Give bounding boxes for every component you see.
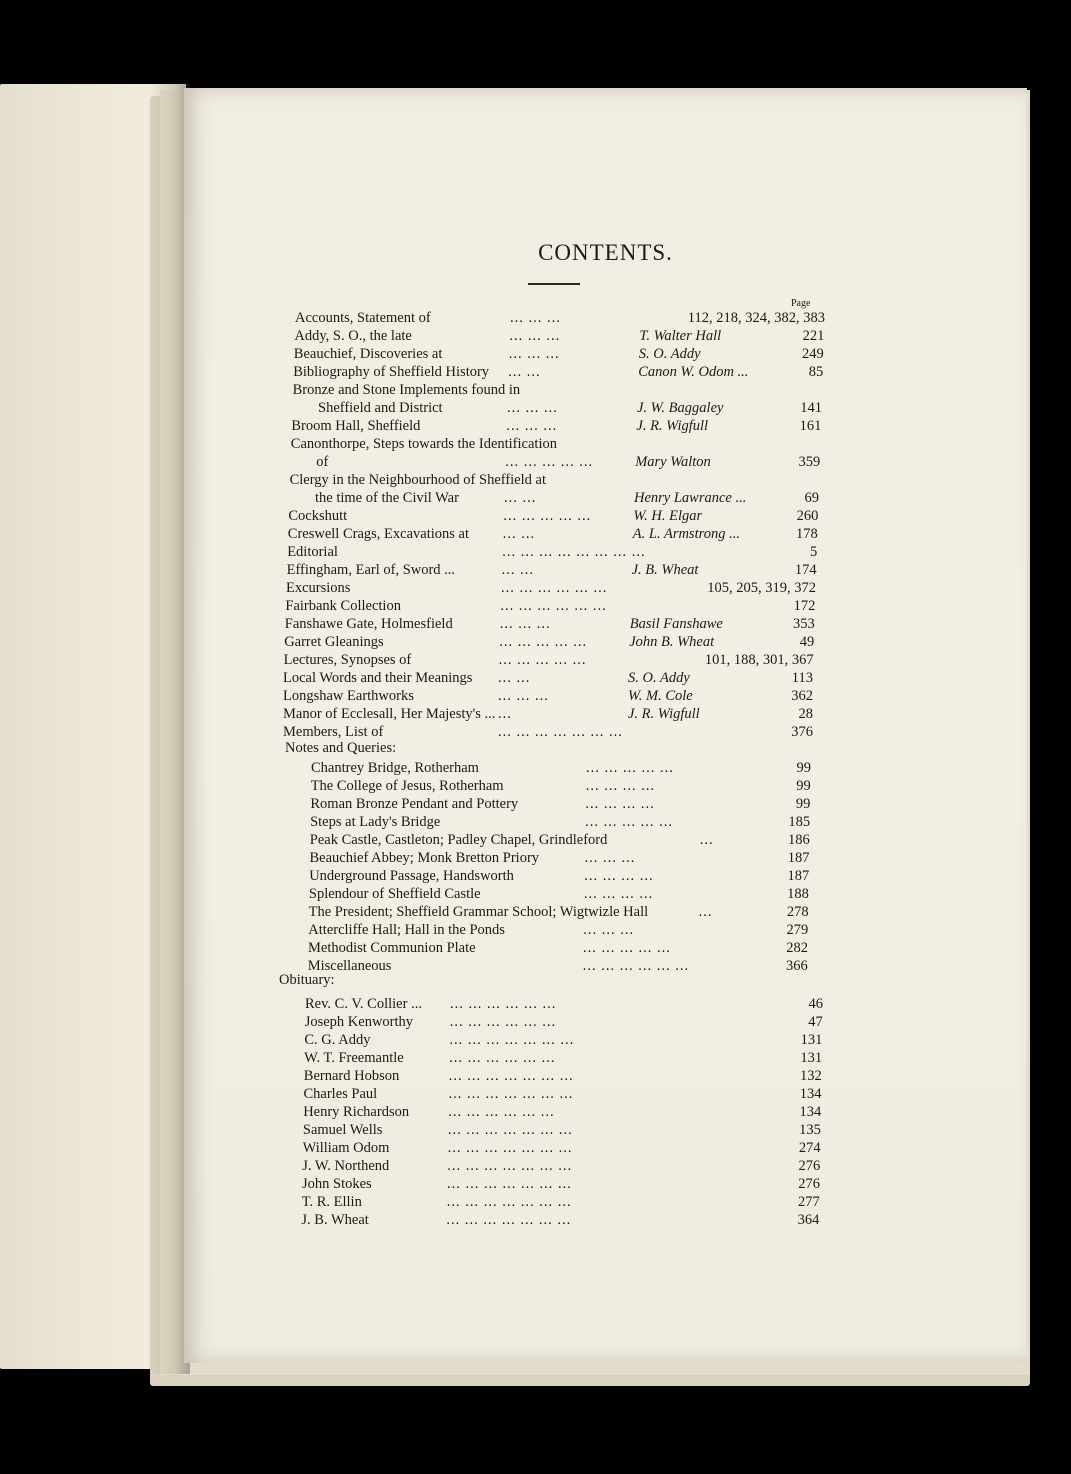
obituary-entry	[303, 1121, 821, 1139]
entry-title: Methodist Communion Plate	[308, 940, 476, 956]
entry-author: John B. Wheat	[629, 634, 715, 650]
entry-author: Basil Fanshawe	[629, 616, 723, 632]
entry-pages: 278	[786, 904, 809, 920]
entry-title: Fairbank Collection	[285, 598, 401, 614]
leader-dots: ... ... ... ... ... ... ...	[447, 1122, 573, 1138]
leader-dots: ... ... ... ...	[584, 868, 654, 884]
entry-pages: 99	[796, 778, 811, 794]
entry-title: Cockshutt	[288, 508, 348, 524]
entry-pages: 141	[800, 400, 822, 416]
leader-dots: ... ... ... ... ... ... ...	[446, 1212, 572, 1228]
leader-dots: ... ... ... ... ...	[583, 940, 671, 956]
entry-author: A. L. Armstrong ...	[632, 526, 740, 542]
entry-pages: 46	[808, 996, 823, 1012]
leader-dots: ... ... ... ...	[585, 796, 655, 812]
contents-page	[184, 88, 1027, 1363]
entry-title: Henry Richardson	[303, 1104, 410, 1120]
leader-dots: ... ...	[498, 670, 531, 686]
entry-author: J. B. Wheat	[631, 562, 699, 578]
notes-entry	[310, 849, 810, 867]
leader-dots: ... ...	[508, 364, 541, 380]
leader-dots: ... ... ...	[583, 922, 635, 938]
entry-pages: 279	[786, 922, 809, 938]
entry-title: Manor of Ecclesall, Her Majesty's ...	[283, 706, 496, 722]
entry-author: W. M. Cole	[628, 688, 693, 704]
page-column-label: Page	[791, 298, 811, 309]
leader-dots: ...	[498, 706, 512, 722]
entry-pages: 161	[799, 418, 822, 434]
leader-dots: ...	[699, 832, 714, 848]
contents-entry	[294, 327, 854, 345]
entry-pages: 172	[793, 598, 816, 614]
leader-dots: ... ... ... ... ... ...	[500, 598, 607, 614]
leader-dots: ... ... ... ... ... ... ...	[448, 1068, 574, 1084]
entry-pages: 178	[796, 526, 818, 542]
notes-entry	[311, 777, 811, 795]
entry-pages: 276	[798, 1158, 821, 1174]
entry-pages: 113	[791, 670, 813, 686]
entry-title: Effingham, Earl of, Sword ...	[286, 562, 456, 578]
entry-title: of	[316, 454, 329, 470]
obituary-entry	[305, 995, 823, 1013]
entry-title: Splendour of Sheffield Castle	[308, 886, 481, 902]
contents-entry	[283, 687, 843, 705]
entry-title: W. T. Freemantle	[304, 1050, 404, 1066]
notes-section-label: Notes and Queries:	[285, 740, 397, 756]
entry-author: Mary Walton	[635, 454, 711, 470]
entry-author: S. O. Addy	[628, 670, 690, 686]
entry-title: the time of the Civil War	[315, 490, 459, 506]
entry-title: T. R. Ellin	[301, 1194, 362, 1210]
contents-entry	[287, 561, 847, 579]
leader-dots: ... ... ... ... ...	[586, 760, 674, 776]
leader-dots: ... ... ... ... ...	[505, 454, 594, 470]
entry-pages: 99	[795, 796, 811, 812]
notes-entry	[310, 795, 810, 813]
entry-pages: 112, 218, 324, 382, 383	[687, 310, 825, 326]
contents-entry	[284, 651, 844, 669]
leader-dots: ... ... ... ... ... ...	[450, 996, 557, 1012]
entry-pages: 188	[787, 886, 809, 902]
entry-title: Beauchief, Discoveries at	[293, 346, 443, 362]
leader-dots: ... ... ...	[508, 346, 560, 362]
obituary-entry	[302, 1175, 820, 1193]
notes-entry	[308, 921, 808, 939]
leader-dots: ... ... ... ... ...	[498, 652, 587, 668]
notes-entry	[308, 957, 808, 975]
entry-pages: 28	[798, 706, 813, 722]
leader-dots: ... ... ... ... ... ... ...	[498, 724, 623, 740]
entry-author: J. R. Wigfull	[628, 706, 700, 722]
obituary-entry	[302, 1157, 820, 1175]
title-underline	[528, 283, 580, 285]
entry-pages: 364	[797, 1212, 820, 1228]
leader-dots: ... ...	[502, 526, 536, 542]
notes-entry	[311, 759, 811, 777]
entry-author: S. O. Addy	[638, 346, 701, 362]
obituary-section-label: Obituary:	[279, 972, 335, 988]
entry-title: Clergy in the Neighbourhood of Sheffield at	[289, 472, 546, 488]
notes-entry	[309, 903, 809, 921]
entry-title: The College of Jesus, Rotherham	[310, 778, 504, 794]
leader-dots: ... ... ... ... ... ...	[449, 1050, 556, 1066]
leader-dots: ... ... ... ... ...	[499, 634, 588, 650]
contents-entry	[316, 453, 876, 471]
entry-pages: 5	[809, 544, 818, 560]
contents-entry	[291, 417, 851, 435]
contents-entry	[288, 507, 848, 525]
leader-dots: ... ...	[504, 490, 537, 506]
leader-dots: ... ... ...	[506, 418, 558, 434]
obituary-entry	[303, 1139, 821, 1157]
entry-pages: 47	[808, 1014, 823, 1030]
leader-dots: ... ... ... ... ... ... ...	[446, 1194, 572, 1210]
leader-dots: ... ... ...	[584, 850, 636, 866]
entry-title: Joseph Kenworthy	[304, 1014, 414, 1030]
contents-entry	[288, 525, 848, 543]
notes-entry	[309, 867, 809, 885]
leader-dots: ... ... ... ... ... ... ...	[447, 1140, 573, 1156]
leader-dots: ... ... ...	[510, 310, 561, 326]
entry-pages: 131	[800, 1050, 823, 1066]
entry-author: Henry Lawrance ...	[634, 490, 747, 506]
entry-title: J. W. Northend	[302, 1158, 390, 1174]
notes-entry	[308, 939, 808, 957]
entry-pages: 277	[797, 1194, 820, 1210]
entry-title: Members, List of	[283, 724, 384, 740]
entry-pages: 85	[808, 364, 824, 380]
leader-dots: ... ... ... ... ... ...	[448, 1104, 555, 1120]
entry-pages: 276	[798, 1176, 820, 1192]
entry-pages: 376	[791, 724, 813, 740]
leader-dots: ... ... ... ... ... ...	[582, 958, 690, 974]
entry-title: Lectures, Synopses of	[283, 652, 412, 668]
entry-title: The President; Sheffield Grammar School; Wigtwizle Hall	[308, 904, 649, 920]
contents-entry	[295, 309, 855, 327]
notes-entry	[309, 885, 809, 903]
entry-title: Charles Paul	[303, 1086, 378, 1102]
entry-pages: 134	[799, 1086, 822, 1102]
entry-pages: 186	[788, 832, 810, 848]
entry-title: John Stokes	[302, 1176, 372, 1192]
entry-title: Peak Castle, Castleton; Padley Chapel, Grindleford	[309, 832, 608, 848]
leader-dots: ... ... ...	[507, 400, 558, 416]
entry-pages: 134	[799, 1104, 822, 1120]
entry-pages: 69	[804, 490, 819, 506]
entry-pages: 359	[798, 454, 821, 470]
entry-title: Garret Gleanings	[284, 634, 384, 650]
entry-title: Bronze and Stone Implements found in	[292, 382, 521, 398]
notes-entry	[310, 813, 810, 831]
leader-dots: ... ... ... ... ...	[503, 508, 592, 524]
leader-dots: ... ... ... ... ...	[585, 814, 673, 830]
entry-pages: 362	[791, 688, 813, 704]
leader-dots: ... ... ... ...	[583, 886, 654, 902]
contents-entry	[283, 705, 843, 723]
entry-title: Miscellaneous	[307, 958, 392, 974]
obituary-entry	[302, 1193, 820, 1211]
entry-pages: 187	[787, 868, 810, 884]
obituary-entry	[304, 1067, 822, 1085]
leader-dots: ... ... ... ... ... ...	[449, 1014, 557, 1030]
entry-author: Canon W. Odom ...	[638, 364, 749, 380]
contents-entry	[293, 381, 853, 399]
entry-title: Steps at Lady's Bridge	[310, 814, 441, 830]
entry-pages: 282	[786, 940, 808, 956]
leader-dots: ... ... ... ... ... ... ...	[447, 1176, 572, 1192]
contents-entry	[315, 489, 875, 507]
contents-entry	[294, 345, 854, 363]
entry-title: Rev. C. V. Collier ...	[305, 996, 422, 1012]
entry-title: Canonthorpe, Steps towards the Identification	[290, 436, 557, 452]
entry-title: Broom Hall, Sheffield	[291, 418, 421, 434]
entry-title: Underground Passage, Handsworth	[309, 868, 514, 884]
notes-entry	[310, 831, 810, 849]
contents-entry	[287, 543, 847, 561]
entry-title: Creswell Crags, Excavations at	[287, 526, 469, 542]
leader-dots: ... ... ... ... ... ... ... ...	[502, 544, 646, 560]
obituary-entry	[304, 1031, 822, 1049]
leader-dots: ...	[698, 904, 713, 920]
obituary-entry	[305, 1013, 823, 1031]
entry-pages: 174	[794, 562, 817, 578]
entry-pages: 221	[802, 328, 825, 344]
entry-title: Longshaw Earthworks	[283, 688, 414, 704]
obituary-entry	[303, 1103, 821, 1121]
entry-title: C. G. Addy	[304, 1032, 371, 1048]
contents-entry	[286, 579, 846, 597]
entry-pages: 366	[785, 958, 808, 974]
leader-dots: ... ... ...	[499, 616, 551, 632]
entry-author: T. Walter Hall	[639, 328, 722, 344]
entry-title: Roman Bronze Pendant and Pottery	[310, 796, 519, 812]
entry-title: William Odom	[302, 1140, 390, 1156]
contents-entry	[290, 471, 850, 489]
leader-dots: ... ... ... ... ... ... ...	[449, 1032, 575, 1048]
entry-title: Attercliffe Hall; Hall in the Ponds	[308, 922, 505, 938]
entry-pages: 131	[800, 1032, 823, 1048]
entry-title: Sheffield and District	[318, 400, 443, 416]
entry-title: Bernard Hobson	[303, 1068, 400, 1084]
entry-author: W. H. Elgar	[633, 508, 703, 524]
entry-pages: 49	[799, 634, 815, 650]
entry-title: Bibliography of Sheffield History	[293, 364, 490, 380]
entry-title: Editorial	[287, 544, 338, 560]
contents-entry	[293, 363, 853, 381]
obituary-entry	[301, 1211, 819, 1229]
leader-dots: ... ... ... ... ... ... ...	[447, 1158, 573, 1174]
leader-dots: ... ... ...	[498, 688, 549, 704]
entry-title: Beauchief Abbey; Monk Bretton Priory	[309, 850, 540, 866]
contents-entry	[285, 615, 845, 633]
contents-entry	[283, 669, 843, 687]
page-title: CONTENTS.	[538, 240, 673, 265]
entry-title: Chantrey Bridge, Rotherham	[311, 760, 479, 776]
leader-dots: ... ... ... ... ... ... ...	[448, 1086, 574, 1102]
entry-title: Samuel Wells	[302, 1122, 383, 1138]
entry-author: J. W. Baggaley	[637, 400, 724, 416]
entry-pages: 132	[800, 1068, 822, 1084]
entry-pages: 353	[793, 616, 815, 632]
leader-dots: ... ... ...	[509, 328, 561, 344]
entry-pages: 135	[799, 1122, 821, 1138]
entry-pages: 249	[802, 346, 824, 362]
leader-dots: ... ... ... ... ... ...	[501, 580, 608, 596]
entry-pages: 187	[787, 850, 810, 866]
leader-dots: ... ... ... ...	[585, 778, 656, 794]
entry-pages: 260	[796, 508, 819, 524]
entry-title: Excursions	[286, 580, 351, 596]
entry-title: J. B. Wheat	[301, 1212, 369, 1228]
entry-pages: 105, 205, 319, 372	[707, 580, 816, 596]
obituary-entry	[304, 1085, 822, 1103]
contents-entry	[291, 435, 851, 453]
contents-entry	[284, 633, 844, 651]
entry-author: J. R. Wigfull	[636, 418, 709, 434]
entry-pages: 185	[788, 814, 811, 830]
entry-title: Local Words and their Meanings	[283, 670, 473, 686]
entry-title: Addy, S. O., the late	[294, 328, 412, 344]
entry-pages: 274	[798, 1140, 821, 1156]
contents-entry	[318, 399, 878, 417]
obituary-entry	[304, 1049, 822, 1067]
entry-pages: 101, 188, 301, 367	[704, 652, 814, 668]
entry-title: Accounts, Statement of	[295, 310, 431, 326]
contents-entry	[285, 597, 845, 615]
leader-dots: ... ...	[501, 562, 534, 578]
entry-pages: 99	[796, 760, 811, 776]
entry-title: Fanshawe Gate, Holmesfield	[284, 616, 453, 632]
